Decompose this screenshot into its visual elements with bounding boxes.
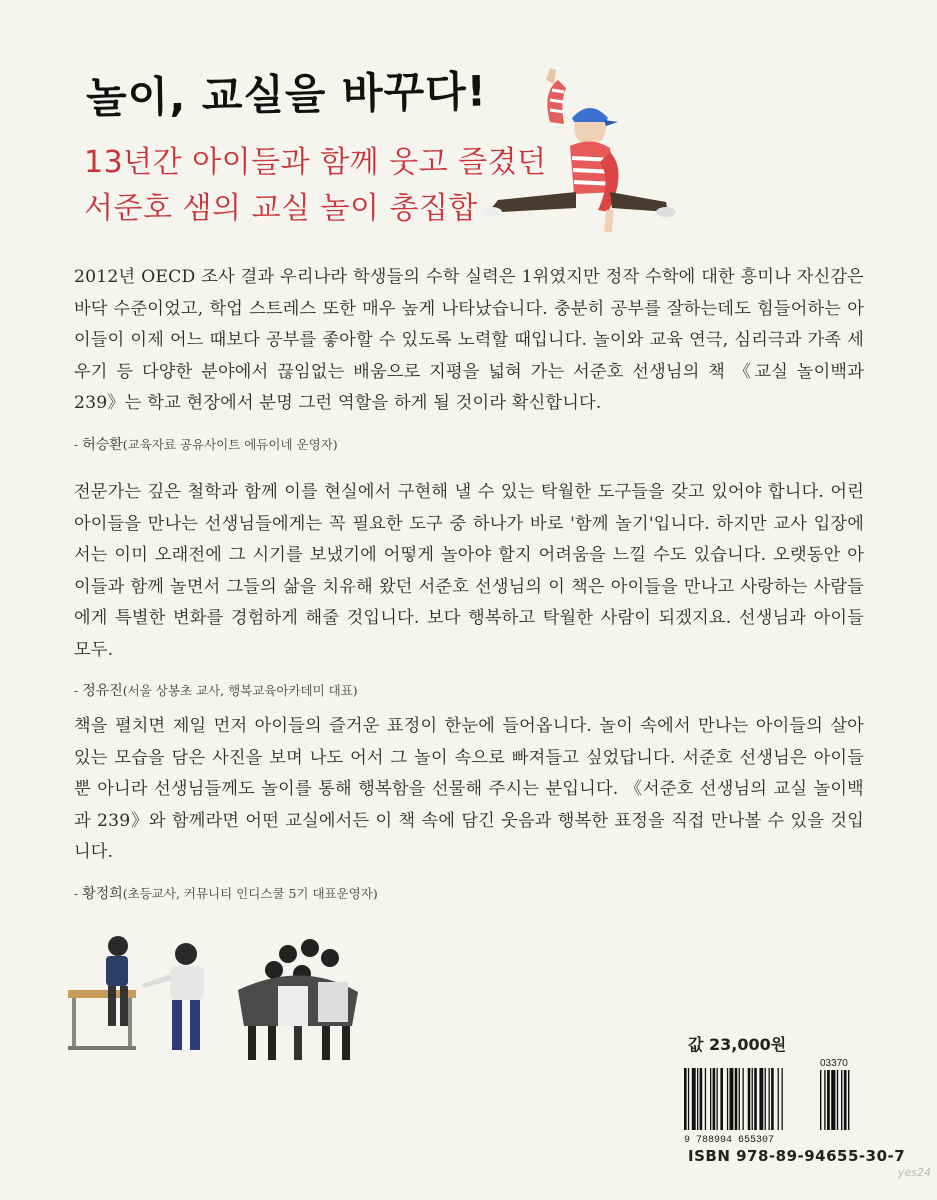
- subtitle-line: 서준호 샘의 교실 놀이 총집합: [84, 191, 478, 226]
- barcode-addon-bar: [820, 1070, 821, 1130]
- barcode-addon-bar: [831, 1070, 835, 1130]
- barcode-addon-number: 03370: [820, 1058, 848, 1069]
- barcode-bars: [684, 1068, 783, 1130]
- barcode-number: 9 788994 655307: [684, 1135, 775, 1146]
- endorsement-1: [74, 262, 864, 454]
- barcode-bar: [700, 1068, 703, 1130]
- children-playing-photo: [62, 930, 372, 1070]
- jumping-child-photo: [478, 62, 678, 242]
- endorsement-2: [74, 477, 864, 700]
- endorsement-3: [74, 711, 864, 903]
- price-label: 값 23,000원: [688, 1035, 787, 1054]
- endorsement-text: 책을 펼치면 제일 먼저 아이들의 즐거운 표정이 한눈에 들어옵니다. 놀이 속에서 만나는 아이들의 살아 있는 모습을 담은 사진을 보며 나도 어서 그 놀이 속으로 빠져들고 싶었답니다. 서준호 선생님은 아이들뿐 아니라 선생님들께도 놀이를 통해 행복함을 선물해 주시는 분입니다. 《서준호 선생님의 교실 놀이백과 239》와 함께라면 어떤 교실에서든 이 책 속에 담긴 웃음과 행복한 표정을 직접 만나볼 수 있을 것입니다.: [74, 716, 864, 862]
- barcode-bar: [710, 1068, 711, 1130]
- barcode-bar: [748, 1068, 751, 1130]
- endorsement-author: 정유진: [82, 683, 123, 699]
- barcode-bar: [688, 1068, 689, 1130]
- barcode-bar: [771, 1068, 774, 1130]
- barcode-addon-bar: [841, 1070, 842, 1130]
- barcode-bar: [769, 1068, 770, 1130]
- endorsement-attribution: - 황정희(초등교사, 커뮤니티 인디스쿨 5기 대표운영자): [74, 885, 378, 902]
- barcode-bar: [697, 1068, 698, 1130]
- barcode-bar: [713, 1068, 716, 1130]
- barcode-bar: [705, 1068, 706, 1130]
- barcode-bar: [754, 1068, 757, 1130]
- endorsement-attribution: - 허승환(교육자료 공유사이트 에듀이네 운영자): [74, 436, 338, 453]
- barcode-addon-bar: [837, 1070, 838, 1130]
- barcode-bar: [692, 1068, 696, 1130]
- barcode-bar: [727, 1068, 728, 1130]
- endorsement-role: (서울 상봉초 교사, 행복교육아카데미 대표): [122, 683, 358, 698]
- endorsement-attribution: - 정유진(서울 상봉초 교사, 행복교육아카데미 대표): [74, 683, 358, 699]
- barcode-addon-bar: [827, 1070, 830, 1130]
- endorsement-author: 황정희: [82, 885, 123, 902]
- cover-title: 놀이, 교실을 바꾸다!: [85, 66, 488, 123]
- barcode-bar: [765, 1068, 766, 1130]
- subtitle-line: 13년간 아이들과 함께 웃고 즐겼던: [84, 145, 547, 180]
- barcode-bar: [735, 1068, 738, 1130]
- barcode-bar: [782, 1068, 783, 1130]
- barcode-bar: [720, 1068, 723, 1130]
- barcode-bar: [752, 1068, 753, 1130]
- barcode-addon-bar: [848, 1070, 849, 1130]
- barcode-bar: [684, 1068, 687, 1130]
- barcode-bar: [743, 1068, 744, 1130]
- watermark: yes24: [898, 1166, 932, 1179]
- barcode: [670, 1056, 880, 1146]
- endorsement-text: 2012년 OECD 조사 결과 우리나라 학생들의 수학 실력은 1위였지만 정작 수학에 대한 흥미나 자신감은 바닥 수준이었고, 학업 스트레스 또한 매우 높게 나타났습니다. 충분히 공부를 잘하는데도 힘들어하는 아이들이 이제 어느 때보다 공부를 좋아할 수 있도록 노력할 때입니다. 놀이와 교육 연극, 심리극과 가족 세우기 등 다양한 분야에서 끊임없는 배움으로 지평을 넓혀 가는 서준호 선생님의 책 《교실 놀이백과 239》는 학교 현장에서 분명 그런 역할을 하게 될 것이라 확신합니다.: [74, 267, 864, 413]
- barcode-addon-bar: [844, 1070, 847, 1130]
- endorsement-text: 전문가는 깊은 철학과 함께 이를 현실에서 구현해 낼 수 있는 탁월한 도구들을 갖고 있어야 합니다. 어린아이들을 만나는 선생님들에게는 꼭 필요한 도구 중 하나가 바로 '함께 놀기'입니다. 하지만 교사 입장에서는 이미 오래전에 그 시기를 보냈기에 어떻게 놀아야 할지 어려움을 느낄 수도 있습니다. 오랫동안 아이들과 함께 놀면서 그들의 삶을 치유해 왔던 서준호 선생님의 이 책은 아이들을 만나고 사랑하는 사람들에게 특별한 변화를 경험하게 해줄 것입니다. 보다 행복하고 탁월한 사람이 되겠지요. 선생님과 아이들 모두.: [74, 482, 864, 660]
- isbn-label: ISBN 978-89-94655-30-7: [688, 1147, 906, 1165]
- barcode-addon-bar: [824, 1070, 825, 1130]
- barcode-bar: [759, 1068, 763, 1130]
- endorsement-role: (교육자료 공유사이트 에듀이네 운영자): [122, 436, 338, 452]
- barcode-bar: [739, 1068, 740, 1130]
- barcode-bar: [717, 1068, 718, 1130]
- barcode-bar: [730, 1068, 734, 1130]
- barcode-addon-bars: [820, 1070, 849, 1130]
- endorsement-author: 허승환: [82, 436, 123, 453]
- endorsement-role: (초등교사, 커뮤니티 인디스쿨 5기 대표운영자): [122, 885, 378, 901]
- barcode-bar: [778, 1068, 779, 1130]
